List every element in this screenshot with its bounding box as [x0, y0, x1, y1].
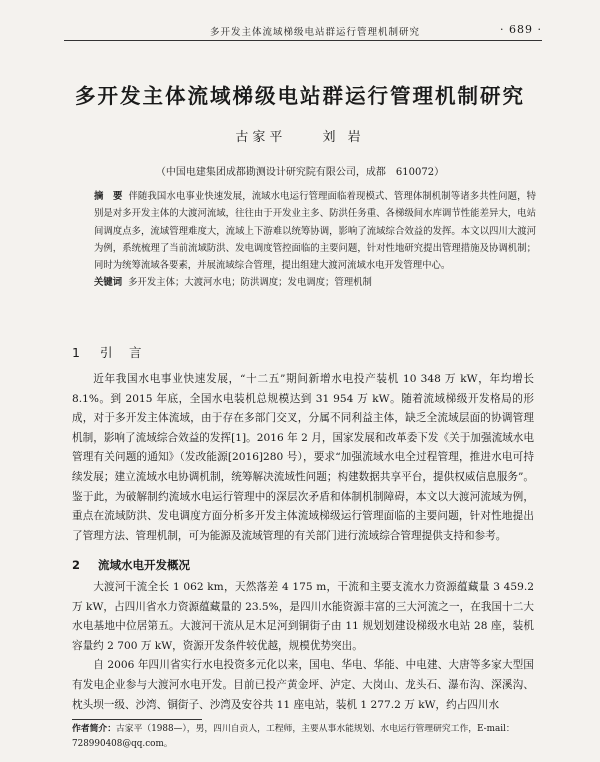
section-number: 2	[72, 558, 81, 572]
section-heading-overview	[72, 557, 190, 573]
abstract-label: 摘 要	[94, 191, 123, 202]
abstract-paragraph	[94, 188, 536, 274]
running-header	[64, 22, 542, 41]
section-title: 流域水电开发概况	[98, 558, 191, 572]
section-title: 引 言	[99, 345, 144, 360]
author-footnote	[72, 722, 534, 752]
footnote-label: 作者简介：	[72, 724, 116, 734]
body-paragraph: 近年我国水电事业快速发展，“十二五”期间新增水电投产装机 10 348 万 kW，年均增长 8.1%。到 2015 年底，全国水电装机总规模达到 31 954 万 kW。随着流域梯级开发格局的形成，对于多开发主体流域，由于存在多部门交叉，分属不同利益主体，缺乏全流域层面的协调管理机制，影响了流域综合效益的发挥[1]。2016 年 2 月，国家发展和改革委下发《关于加强流域水电管理有关问题的通知》（发改能源[2016]280 号），要求“加强流域水电全过程管理，推进水电可持续发展；建立流域水电协调机制，统筹解决流域性问题；构建数据共享平台，提供权威信息服务”。鉴于此，为破解制约流域水电运行管理中的深层次矛盾和体制机制障碍，本文以大渡河流域为例，重点在流域防洪、发电调度方面分析多开发主体流域梯级运行管理面临的主要问题，针对性地提出了管理方法、管理机制，可为能源及流域管理的有关部门进行流域综合管理提供支持和参考。	[72, 373, 534, 542]
abstract-text: 伴随我国水电事业快速发展，流域水电运行管理面临着现模式、管理体制机制等诸多共性问题，特别是对多开发主体的大渡河流域，往往由于开发业主多、防洪任务重、各梯级间水库调节性能差异大，电站间调度点多，流域管理难度大，流域上下游难以统筹协调，影响了流域综合效益的发挥。本文以四川大渡河为例，系统梳理了当前流域防洪、发电调度管控面临的主要问题，针对性地研究提出管理措施及协调机制；同时为统筹流域各要素，并展流域综合管理，提出组建大渡河流域水电开发管理中心。	[94, 191, 536, 272]
footnote-divider	[72, 719, 202, 720]
section-number: 1	[72, 345, 82, 360]
overview-body	[72, 578, 534, 715]
footnote-text: 古家平（1988—），男，四川自贡人，工程师，主要从事水能规划、水电运行管理研究工作，E-mail：728990408@qq.com。	[72, 724, 515, 749]
body-paragraph: 自 2006 年四川省实行水电投资多元化以来，国电、华电、华能、中电建、大唐等多家大型国有发电企业参与大渡河水电开发。目前已投产黄金坪、泸定、大岗山、龙头石、瀑布沟、深溪沟、枕头坝一级、沙湾、铜街子、沙湾及安谷共 11 座电站，装机 1 277.2 万 kW，约占四川水	[72, 659, 534, 711]
introduction-body	[72, 370, 534, 546]
section-heading-introduction	[72, 343, 143, 361]
author-list	[0, 126, 600, 145]
abstract-block	[94, 188, 536, 292]
keywords-line	[94, 274, 536, 291]
keywords-text: 多开发主体；大渡河水电；防洪调度；发电调度；管理机制	[128, 277, 372, 289]
running-title: 多开发主体流域梯级电站群运行管理机制研究	[210, 27, 421, 38]
body-paragraph: 大渡河干流全长 1 062 km，天然落差 4 175 m，干流和主要支流水力资源蕴藏量 3 459.2 万 kW，占四川省水力资源蕴藏量的 23.5%，是四川水能资源丰富的三大河流之一，在我国十二大水电基地中位居第五。大渡河干流从足木足河到铜街子由 11 规划划建设梯级水电站 28 座，装机容量约 2 700 万 kW，资源开发条件较优越，规模优势突出。	[72, 581, 534, 652]
paper-title: 多开发主体流域梯级电站群运行管理机制研究	[75, 84, 525, 108]
author-name: 古家平	[235, 130, 287, 145]
keywords-label: 关键词	[94, 277, 123, 289]
page-number: · 689 ·	[500, 23, 542, 36]
author-name: 刘 岩	[322, 130, 365, 145]
affiliation: （中国电建集团成都勘测设计研究院有限公司，成都 610072）	[155, 167, 445, 178]
